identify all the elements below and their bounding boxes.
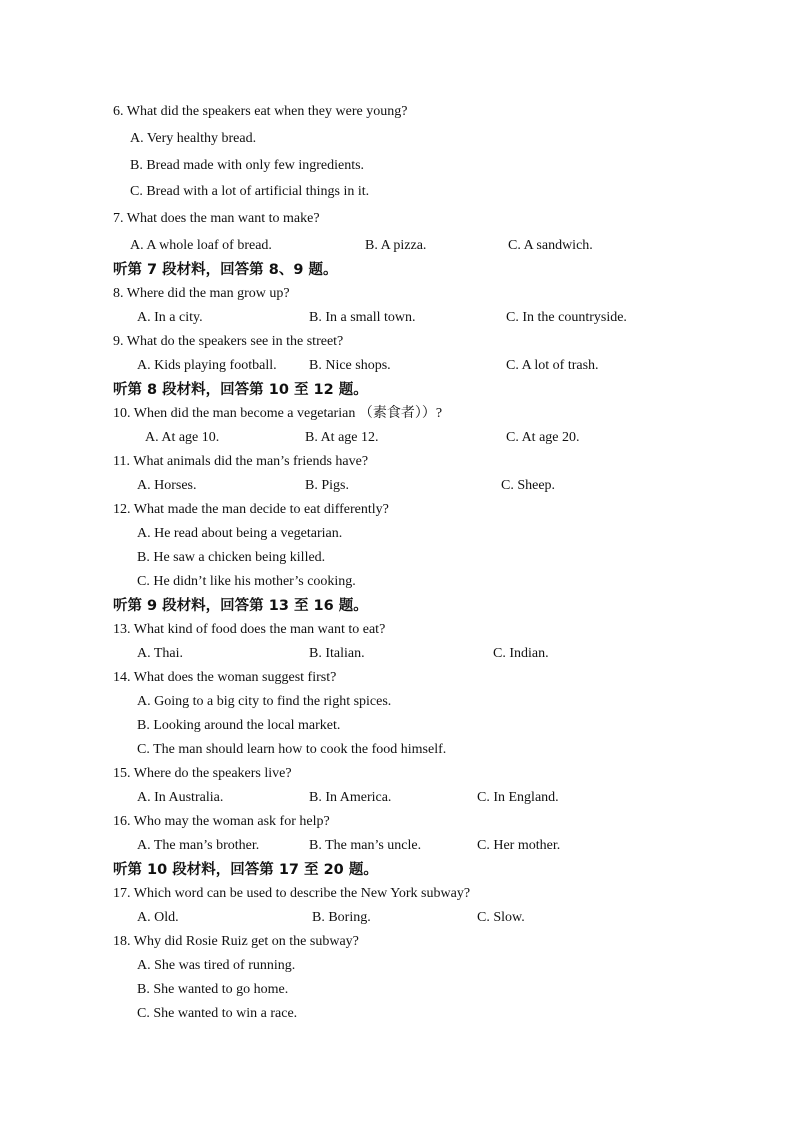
q16-option-b: B. The man’s uncle. (309, 838, 422, 853)
q10-option-c: C. At age 20. (506, 430, 580, 445)
q14-option-b: B. Looking around the local market. (137, 718, 341, 733)
q18-option-c: C. She wanted to win a race. (137, 1006, 298, 1021)
q12-option-c: C. He didn’t like his mother’s cooking. (137, 574, 356, 589)
q13-option-a: A. Thai. (137, 646, 184, 661)
question-13: 13. What kind of food does the man want to eat? (113, 622, 386, 637)
q10-option-b: B. At age 12. (305, 430, 379, 445)
q7-option-b: B. A pizza. (365, 238, 427, 253)
q13-option-b: B. Italian. (309, 646, 365, 661)
question-10: 10. When did the man become a vegetarian （素食者））? (113, 406, 443, 421)
q11-option-a: A. Horses. (137, 478, 197, 493)
question-12: 12. What made the man decide to eat differently? (113, 502, 389, 517)
q6-option-a: A. Very healthy bread. (130, 131, 257, 146)
question-18: 18. Why did Rosie Ruiz get on the subway? (113, 934, 359, 949)
question-16: 16. Who may the woman ask for help? (113, 814, 330, 829)
section-8-heading: 听第 8 段材料，回答第 10 至 12 题。 (113, 382, 368, 398)
q14-option-c: C. The man should learn how to cook the food himself. (137, 742, 447, 757)
question-15: 15. Where do the speakers live? (113, 766, 292, 781)
q15-option-a: A. In Australia. (137, 790, 224, 805)
q8-option-a: A. In a city. (137, 310, 203, 325)
q13-option-c: C. Indian. (493, 646, 549, 661)
q10-option-a: A. At age 10. (145, 430, 220, 445)
question-9: 9. What do the speakers see in the street? (113, 334, 344, 349)
q14-option-a: A. Going to a big city to find the right spices. (137, 694, 392, 709)
question-7: 7. What does the man want to make? (113, 211, 320, 226)
q15-option-c: C. In England. (477, 790, 559, 805)
section-9-heading: 听第 9 段材料，回答第 13 至 16 题。 (113, 598, 368, 614)
section-10-heading: 听第 10 段材料，回答第 17 至 20 题。 (113, 862, 378, 878)
q16-option-a: A. The man’s brother. (137, 838, 260, 853)
q6-option-c: C. Bread with a lot of artificial things in it. (130, 184, 370, 199)
q6-option-b: B. Bread made with only few ingredients. (130, 158, 365, 173)
q15-option-b: B. In America. (309, 790, 392, 805)
q8-option-b: B. In a small town. (309, 310, 416, 325)
question-17: 17. Which word can be used to describe the New York subway? (113, 886, 471, 901)
q17-option-a: A. Old. (137, 910, 179, 925)
question-14: 14. What does the woman suggest first? (113, 670, 337, 685)
q18-option-a: A. She was tired of running. (137, 958, 296, 973)
q12-option-b: B. He saw a chicken being killed. (137, 550, 326, 565)
q9-option-a: A. Kids playing football. (137, 358, 277, 373)
q11-option-c: C. Sheep. (501, 478, 556, 493)
question-11: 11. What animals did the man’s friends have? (113, 454, 369, 469)
q7-option-c: C. A sandwich. (508, 238, 593, 253)
q9-option-b: B. Nice shops. (309, 358, 391, 373)
q18-option-b: B. She wanted to go home. (137, 982, 289, 997)
section-7-heading: 听第 7 段材料，回答第 8、9 题。 (113, 262, 338, 278)
q7-option-a: A. A whole loaf of bread. (130, 238, 272, 253)
question-6: 6. What did the speakers eat when they were young? (113, 104, 408, 119)
q17-option-c: C. Slow. (477, 910, 525, 925)
q11-option-b: B. Pigs. (305, 478, 349, 493)
q16-option-c: C. Her mother. (477, 838, 561, 853)
question-8: 8. Where did the man grow up? (113, 286, 290, 301)
q17-option-b: B. Boring. (312, 910, 371, 925)
q8-option-c: C. In the countryside. (506, 310, 627, 325)
q12-option-a: A. He read about being a vegetarian. (137, 526, 343, 541)
q9-option-c: C. A lot of trash. (506, 358, 599, 373)
